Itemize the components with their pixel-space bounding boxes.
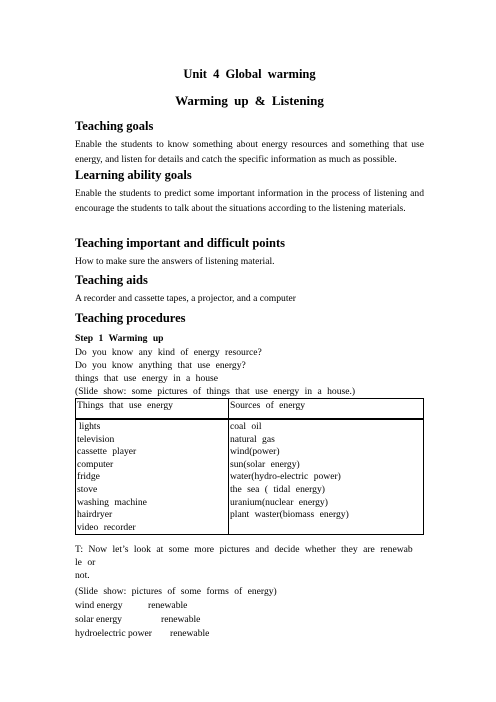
heading-teaching-goals: Teaching goals [75, 119, 154, 133]
slide-note: (Slide show: pictures of some forms of energy) [75, 586, 277, 597]
source-item: wind(power) [230, 446, 280, 458]
paragraph-important-points: How to make sure the answers of listening material. [75, 256, 275, 267]
table-header-things: Things that use energy [76, 399, 229, 420]
energy-form: wind energy [75, 600, 123, 611]
sources-cell [229, 419, 424, 535]
heading-important-points: Teaching important and difficult points [75, 236, 285, 250]
thing-item: stove [77, 483, 98, 495]
heading-teaching-aids: Teaching aids [75, 273, 148, 287]
source-item: coal oil [230, 421, 262, 432]
paragraph-learning-ability-goals: Enable the students to predict some important information in the process of listening and encourage the students to talk about the situations according to the listening materials. [75, 188, 424, 214]
page-title: Unit 4 Global warming [183, 67, 316, 81]
energy-status: renewable [170, 628, 210, 639]
paragraph-teaching-aids: A recorder and cassette tapes, a projector, and a computer [75, 293, 296, 304]
energy-status: renewable [161, 614, 201, 625]
renewable-row [75, 628, 209, 639]
step1-line: Do you know anything that use energy? [75, 360, 246, 371]
teacher-line: T: Now let’s look at some more pictures and decide whether they are renewab [75, 544, 413, 555]
thing-item: lights [79, 421, 101, 432]
table-header-row [76, 399, 424, 420]
step1-line: things that use energy in a house [75, 373, 219, 384]
heading-teaching-procedures: Teaching procedures [75, 311, 186, 325]
step1-line: (Slide show: some pictures of things that use energy in a house.) [75, 386, 356, 397]
source-item: water(hydro-electric power) [230, 471, 341, 483]
energy-table [75, 398, 424, 535]
energy-form: solar energy [75, 614, 122, 625]
thing-item: video recorder [77, 521, 136, 533]
step1-line: Do you know any kind of energy resource? [75, 347, 262, 358]
energy-form: hydroelectric power [75, 628, 152, 639]
thing-item: television [77, 433, 115, 445]
source-item: the sea ( tidal energy) [230, 483, 325, 495]
thing-item: computer [77, 458, 114, 470]
source-item: natural gas [230, 433, 275, 445]
thing-item: hairdryer [77, 509, 113, 521]
table-row [76, 419, 424, 535]
heading-learning-ability-goals: Learning ability goals [75, 168, 192, 182]
teacher-line-cont: le or [75, 557, 96, 568]
table-header-sources: Sources of energy [229, 399, 424, 420]
thing-item: cassette player [77, 446, 137, 458]
page-subtitle: Warming up & Listening [175, 93, 324, 108]
step1-label: Step 1 Warming up [75, 333, 164, 344]
paragraph-teaching-goals: Enable the students to know something about energy resources and something that use energy, and listen for details and catch the specific information as much as possible. [75, 139, 424, 165]
things-cell [76, 419, 229, 535]
thing-item: washing machine [77, 496, 147, 508]
renewable-row [75, 614, 200, 625]
source-item: plant waster(biomass energy) [230, 509, 349, 521]
source-item: sun(solar energy) [230, 458, 300, 470]
teacher-line-cont: not. [75, 570, 90, 581]
thing-item: fridge [77, 471, 100, 483]
energy-status: renewable [148, 600, 188, 611]
source-item: uranium(nuclear energy) [230, 496, 328, 508]
renewable-row [75, 600, 187, 611]
